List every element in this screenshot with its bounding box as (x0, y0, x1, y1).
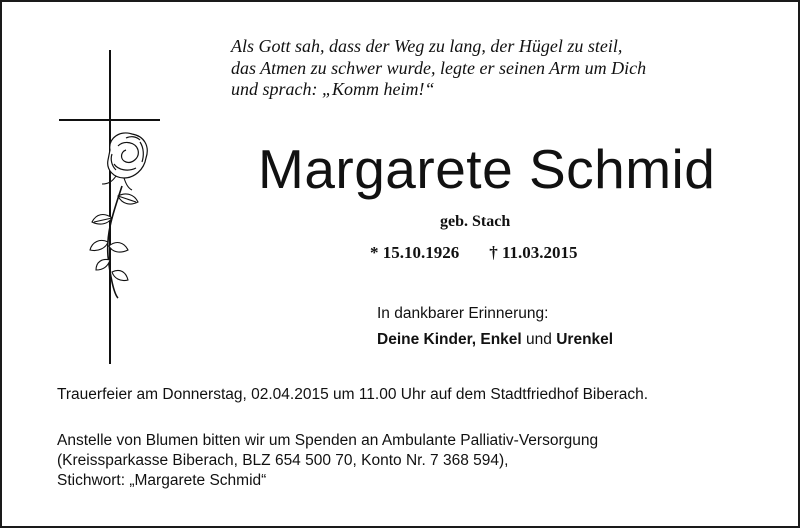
cross-with-rose-icon (56, 46, 166, 368)
poem-line-3: und sprach: „Komm heim!“ (231, 79, 435, 99)
deceased-name: Margarete Schmid (258, 138, 716, 200)
mourners-list (377, 327, 613, 353)
remembrance-intro: In dankbarer Erinnerung: (377, 305, 549, 322)
mourners-block (377, 301, 613, 353)
poem-line-2: das Atmen zu schwer wurde, legte er seinen Arm um Dich (231, 57, 647, 78)
donation-notice (57, 431, 598, 491)
donation-line-2: (Kreissparkasse Biberach, BLZ 654 500 70, Konto Nr. 7 368 594), (57, 452, 509, 469)
mourners-enkel: Enkel (480, 331, 522, 348)
funeral-notice: Trauerfeier am Donnerstag, 02.04.2015 um 11.00 Uhr auf dem Stadtfriedhof Biberach. (57, 386, 649, 403)
poem-verse (231, 36, 646, 101)
mourners-und: und (526, 331, 552, 348)
donation-line-1: Anstelle von Blumen bitten wir um Spenden an Ambulante Palliativ-Versorgung (57, 432, 599, 449)
life-dates (370, 243, 578, 263)
death-date: † 11.03.2015 (489, 243, 578, 262)
donation-line-3: Stichwort: „Margarete Schmid“ (57, 472, 267, 489)
mourners-kinder: Deine Kinder, (377, 331, 477, 348)
poem-line-1: Als Gott sah, dass der Weg zu lang, der Hügel zu steil, (231, 36, 623, 56)
maiden-name: geb. Stach (440, 213, 511, 230)
birth-date: * 15.10.1926 (370, 243, 460, 262)
mourners-urenkel: Urenkel (556, 331, 614, 348)
